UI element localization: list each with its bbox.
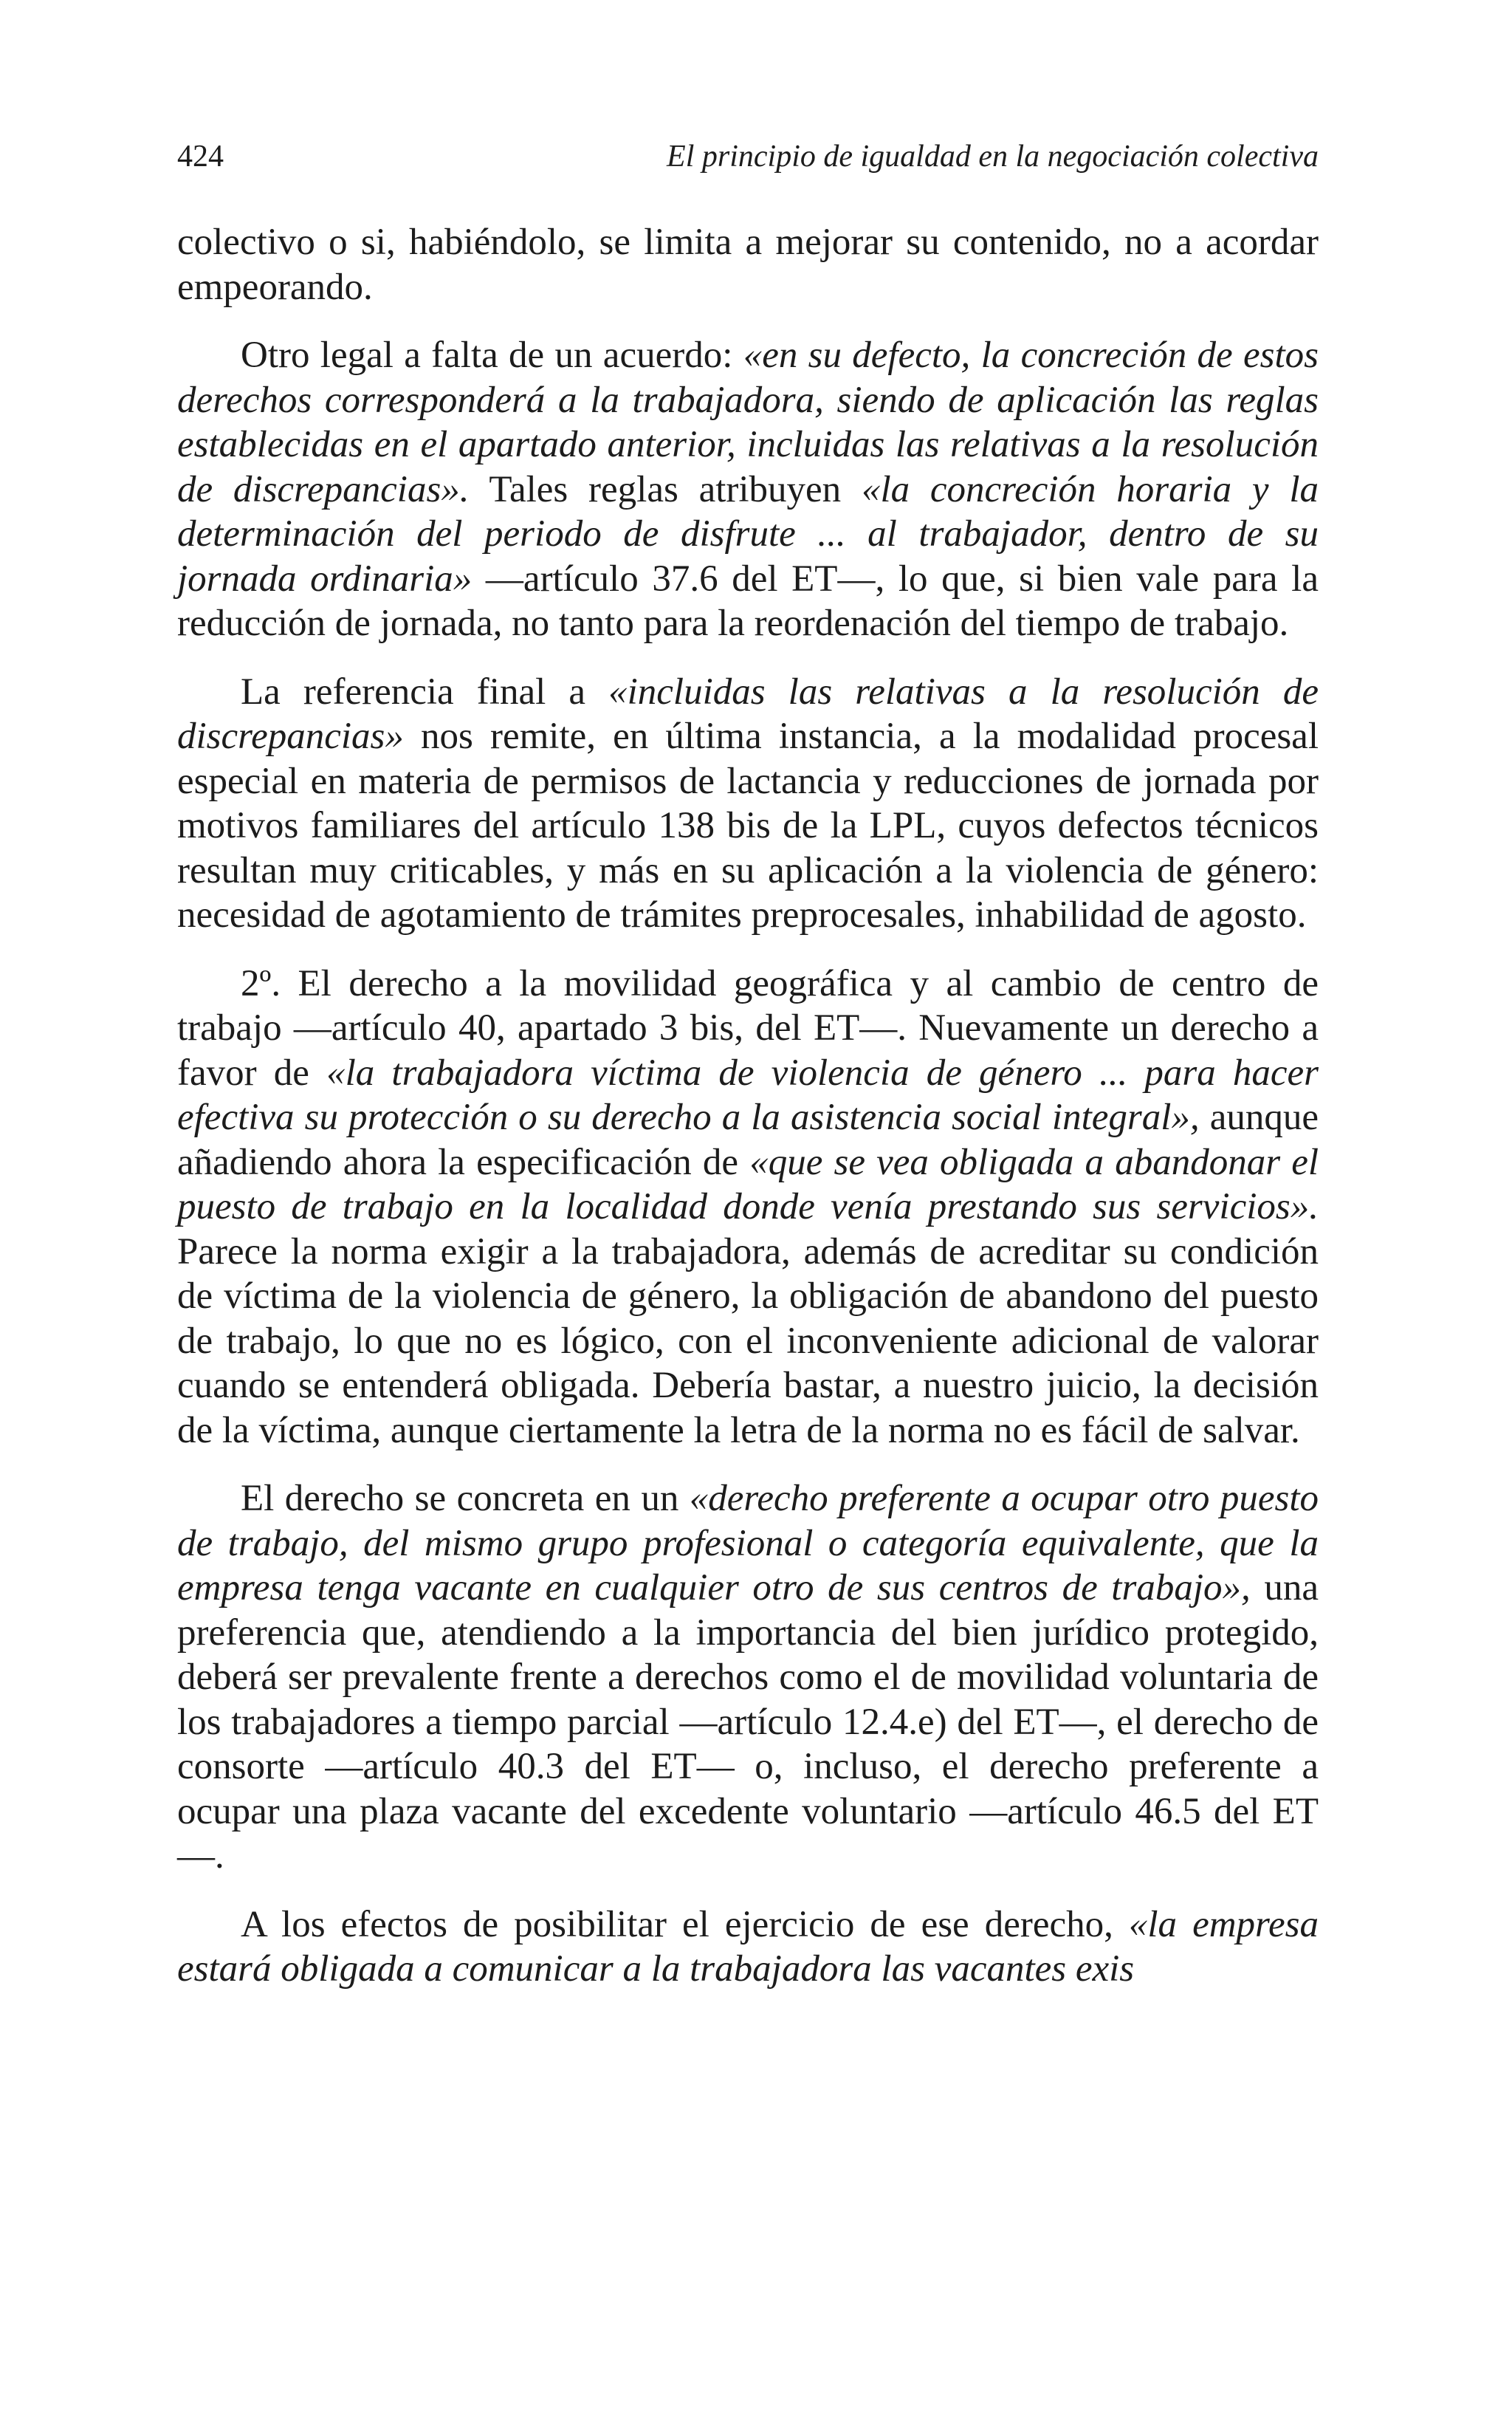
paragraph-1 [177, 220, 1319, 309]
legal-quote: «la empresa estará obligada a comunicar a la trabajadora las vacantes exis [177, 1903, 1319, 1990]
paragraph-3 [177, 670, 1319, 938]
legal-quote: «que se vea obligada a abandonar el puesto de trabajo en la localidad donde venía prestando sus servicios». [177, 1141, 1319, 1227]
paragraph-6 [177, 1902, 1319, 1992]
paragraph-text: una preferencia que, atendiendo a la importancia del bien jurídico protegido, deberá ser prevalente frente a derechos como el de movilidad voluntaria de los trabajadores a tiempo parcial —artículo 12.4.e) del ET—, el derecho de consorte —artículo 40.3 del ET— o, incluso, el derecho preferente a ocupar una plaza vacante del excedente voluntario —artículo 46.5 del ET—. [177, 1567, 1319, 1877]
legal-quote: «la trabajadora víctima de violencia de género ... para hacer efectiva su protección o su derecho a la asistencia social integral», [177, 1052, 1319, 1138]
paragraph-text: La referencia final a [241, 671, 609, 713]
legal-quote: «la concreción horaria y la determinación del periodo de disfrute ... al trabajador, dentro de su jornada ordinaria» [177, 468, 1319, 600]
paragraph-text: aunque añadiendo ahora la especificación de [177, 1097, 1319, 1183]
running-title: El principio de igualdad en la negociación colectiva [667, 140, 1319, 174]
paragraph-2 [177, 333, 1319, 646]
page-number: 424 [177, 140, 224, 174]
paragraph-text: —artículo 37.6 del ET—, lo que, si bien vale para la reducción de jornada, no tanto para la reordenación del tiempo de trabajo. [177, 558, 1319, 644]
legal-quote: «incluidas las relativas a la resolución de discrepancias» [177, 671, 1319, 757]
paragraph-4 [177, 962, 1319, 1453]
paragraph-text: colectivo o si, habiéndolo, se limita a mejorar su contenido, no a acordar empeorando. [177, 222, 1319, 308]
paragraph-text: A los efectos de posibilitar el ejercicio de ese derecho, [241, 1903, 1129, 1945]
paragraph-text: El derecho se concreta en un [241, 1478, 690, 1519]
legal-quote: «en su defecto, la concreción de estos derechos corresponderá a la trabajadora, siendo de aplicación las reglas establecidas en el apartado anterior, incluidas las relativas a la resolución de discrepancias». [177, 335, 1319, 510]
paragraph-text: Otro legal a falta de un acuerdo: [241, 335, 743, 376]
legal-quote: «derecho preferente a ocupar otro puesto de trabajo, del mismo grupo profesional o categoría equivalente, que la empresa tenga vacante en cualquier otro de sus centros de trabajo», [177, 1478, 1319, 1608]
paragraph-text: Tales reglas atribuyen [469, 468, 862, 510]
paragraph-text: nos remite, en última instancia, a la modalidad procesal especial en materia de permisos de lactancia y reducciones de jornada por motivos familiares del artículo 138 bis de la LPL, cuyos defectos técnicos resultan muy criticables, y más en su aplicación a la violencia de género: necesidad de agotamiento de trámites preprocesales, inhabilidad de agosto. [177, 716, 1319, 936]
paragraph-5 [177, 1476, 1319, 1879]
running-header [177, 134, 1319, 179]
paragraph-text: Parece la norma exigir a la trabajadora, además de acreditar su condición de víctima de la violencia de género, la obligación de abandono del puesto de trabajo, lo que no es lógico, con el inconveniente adicional de valorar cuando se entenderá obligada. Debería bastar, a nuestro juicio, la decisión de la víctima, aunque ciertamente la letra de la norma no es fácil de salvar. [177, 1230, 1319, 1451]
body-text [177, 220, 1319, 2015]
paragraph-text: 2º. El derecho a la movilidad geográfica y al cambio de centro de trabajo —artículo 40, apartado 3 bis, del ET—. Nuevamente un derecho a favor de [177, 962, 1319, 1094]
